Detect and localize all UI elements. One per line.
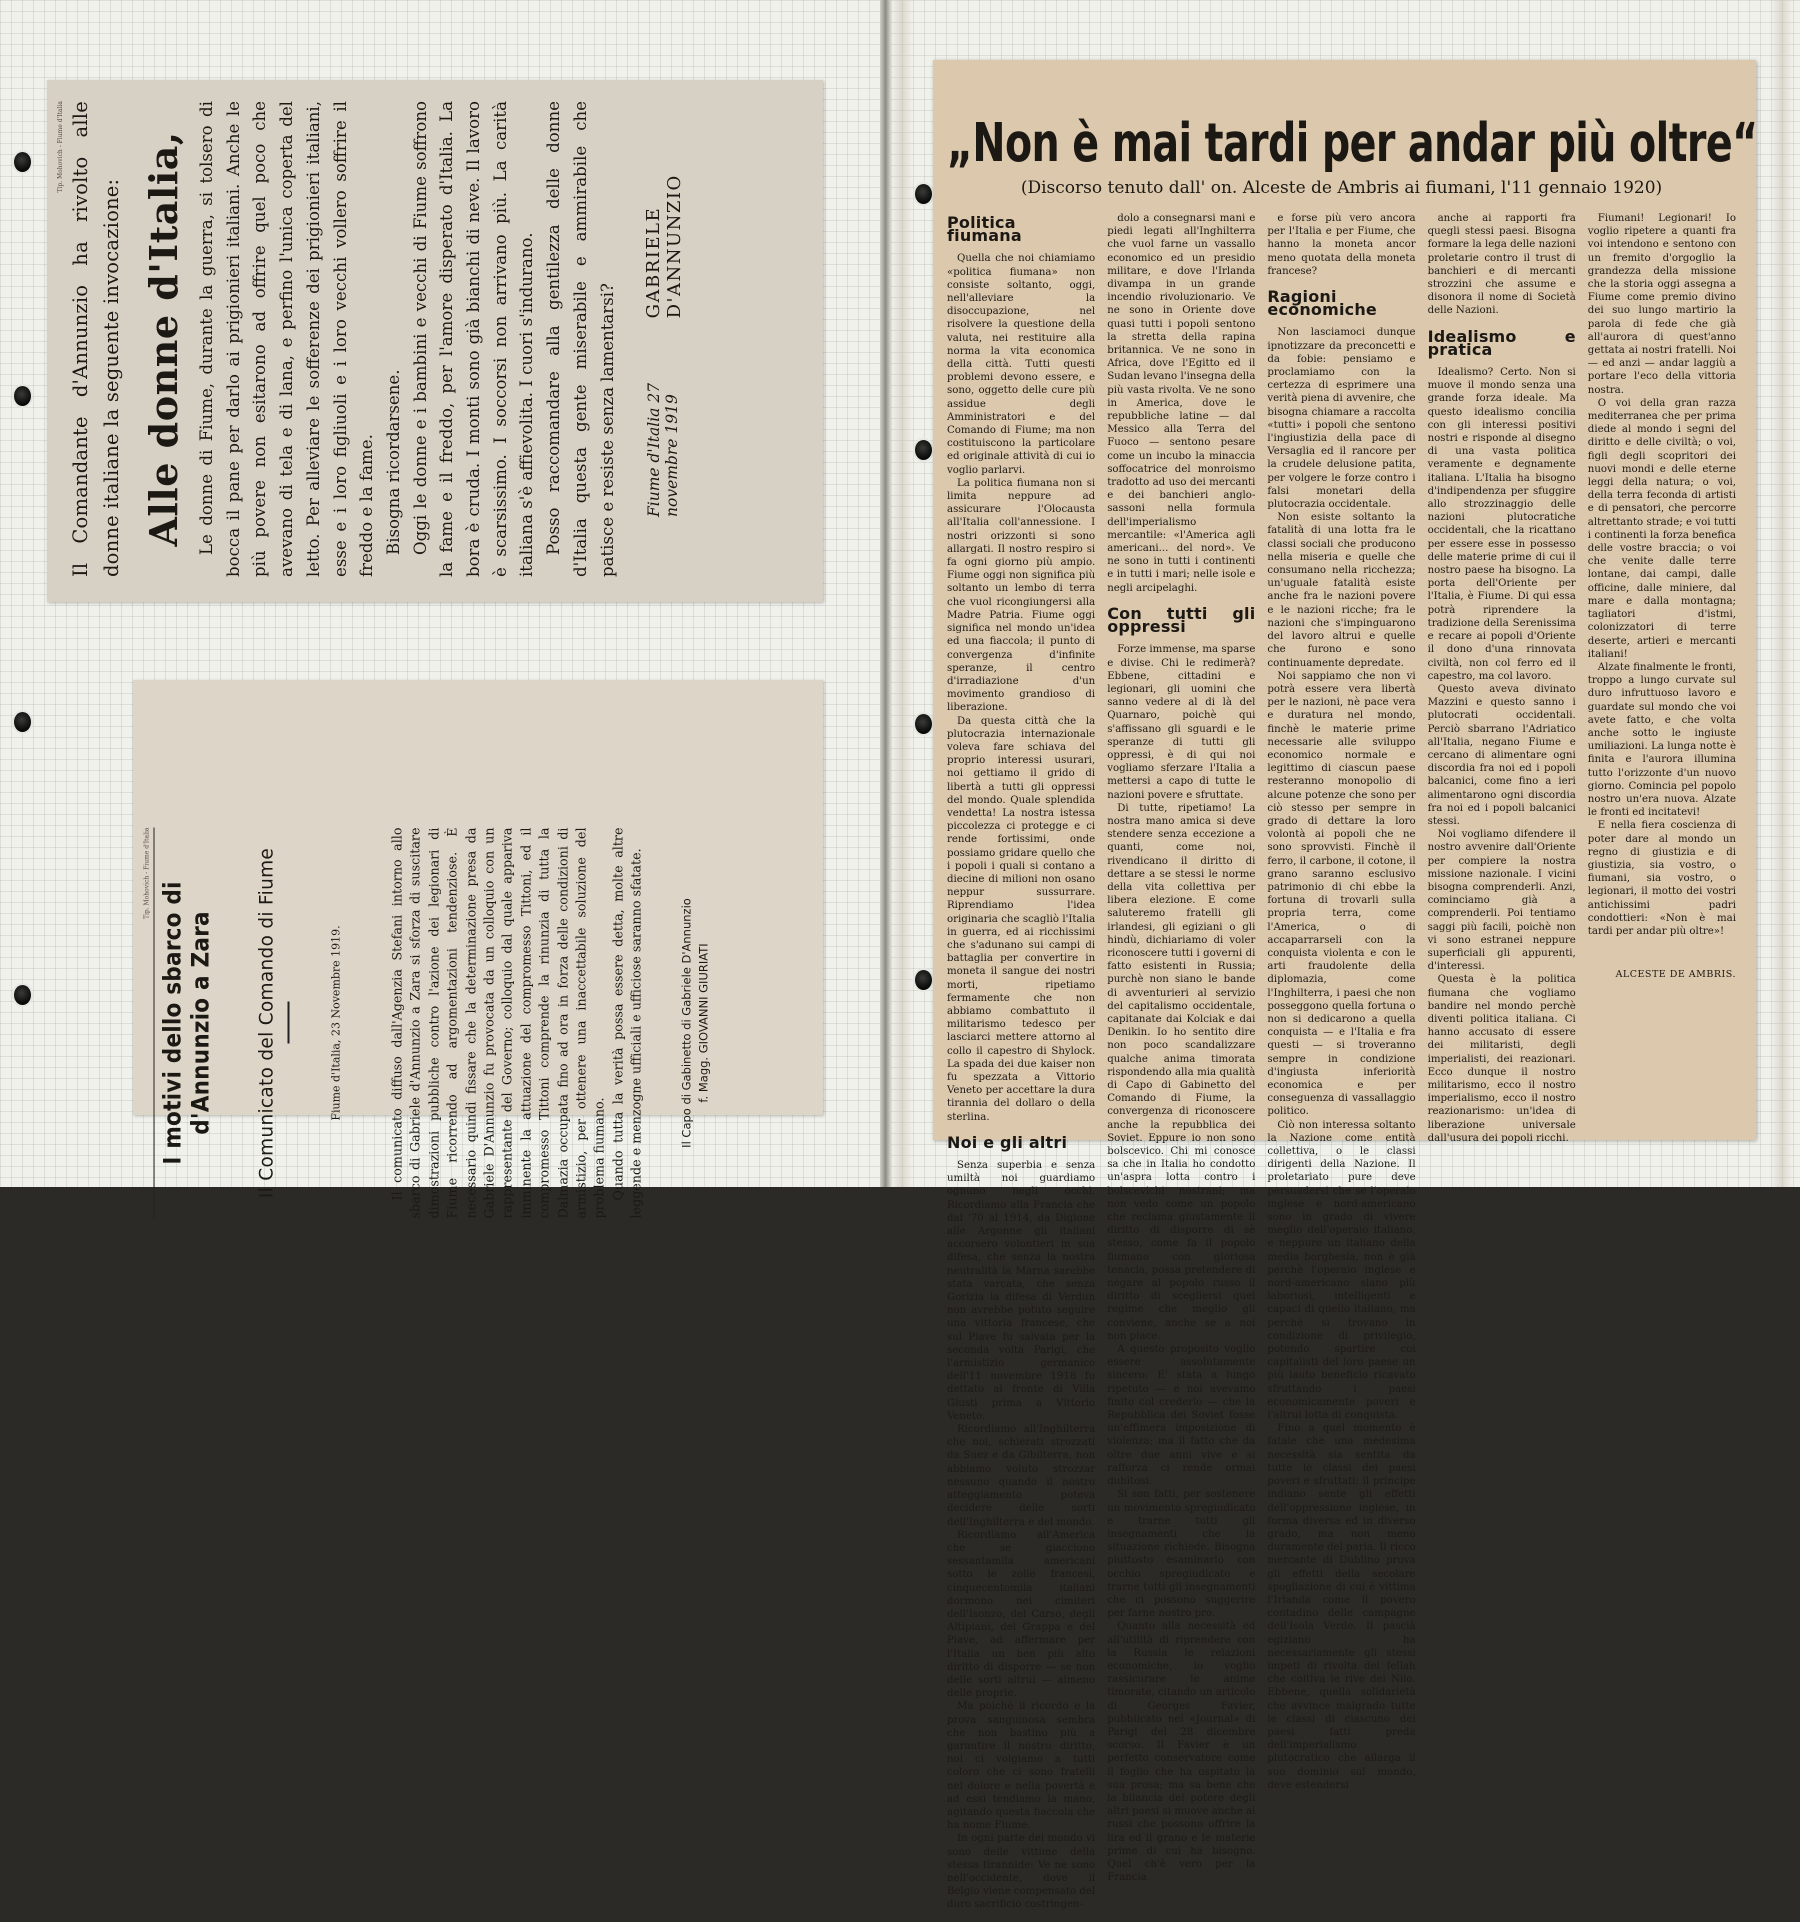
paragraph: Noi vogliamo difendere il nostro avvenire dall'Oriente per compiere la nostra missione nazionale. I vicini bisogna comprenderli. Anzi, cominciamo già a comprenderli. Poi tentiamo saggi più facili, poichè non vi sono estranei neppure superficiali gli appurenti, d'interessi. xyxy=(1427,829,1576,973)
paragraph: Questo aveva divinato Mazzini e questo sanno i plutocrati occidentali. Perciò sbarrano l'Adriatico all'Italia, negano Fiume e cercano di alimentare ogni discordia fra noi ed i popoli balcanici, come fino a ieri alimentarono ogni discordia fra noi ed i popoli balcanici stessi. xyxy=(1427,683,1576,827)
paragraph: Ma poichè il ricordo e la prova sanguinosa sembra che non bastino più a garantire il nostro diritto, noi ci volgiamo a tutti coloro che ci sono fratelli nel dolore e nella povertà e ad essi tendiamo la mano, agitando questa fiaccola che ha nome Fiume. xyxy=(947,1701,1096,1832)
section-title: Politica fiumana xyxy=(947,213,1022,246)
punch-hole xyxy=(915,970,932,990)
paragraph: Oggi le donne e i bambini e vecchi di Fiume soffrono la fame e il freddo, per l'amore disperato d'Italia. La bora è cruda. I monti sono già bianchi di neve. Il lavoro è scarsissimo. I soccorsi non arrivano più. La carità italiana s'è affievolita. I cuori s'indurano. xyxy=(410,101,537,577)
paragraph: La politica fiumana non si limita neppure ad assicurare l'Olocausta all'Italia coll'annessione. I nostri orizzonti si sono allargati. Il nostro respiro si fa ogni giorno più ampio. Fiume oggi non significa più soltanto un lembo di terra che vuol ricongiungersi alla Madre Patria. Fiume oggi significa nel mondo un'idea ed una fiaccola; il punto di convergenza d'infinite speranze, il centro d'irradiazione d'un movimento grandioso di liberazione. xyxy=(947,477,1096,714)
paragraph: Le donne di Fiume, durante la guerra, si tolsero di bocca il pane per darlo ai prigionieri italiani. Anche le più povere non esitarono ad offrire quel poco che avevano di tela e di lana, e perfino l'unica coperta del letto. Per alleviare le sofferenze dei prigionieri italiani, esse e i loro figliuoli e i loro vecchi vollero soffrire il freddo e la fame. xyxy=(197,101,377,577)
leaflet-alle-donne-text xyxy=(55,91,815,591)
paragraph: Quanto alla necessità ed all'utilità di riprendere con la Russia le relazioni economiche, io voglio rassicurare le anime timorate, citando un articolo di Georges Favier, pubblicato nel «Journal» di Parigi del 28 dicembre scorso. Il Favier è un perfetto conservatore come il foglio che ha ospitato la sua prosa; ma sa bene che la bilancia del potere degli altri paesi si muove anche ai russi che possono offrire la lira ed il grano e le materie prime di cui ha bisogno. Quel ch'è vero per la Francia xyxy=(1107,1621,1256,1884)
paragraph: Idealismo? Certo. Non si muove il mondo senza una grande forza ideale. Ma questo idealismo concilia con gli interessi positivi nostri e risponde al disegno di una vasta politica veramente e degnamente italiana. L'Italia ha bisogno d'indipendenza per sfuggire allo strozzinaggio delle nazioni plutocratiche occidentali, che la ricattano per essere esse in possesso delle materie prime di cui il nostro paese ha bisogno. La porta dell'Oriente per l'Italia, è Fiume. Di qui essa potrà riprendere la tradizione della Serenissima e recare ai popoli d'Oriente il dono d'una rinnovata civiltà, non col ferro ed il capestro, ma col lavoro. xyxy=(1427,367,1576,682)
paragraph: Quella che noi chiamiamo «politica fiumana» non consiste soltanto, oggi, nell'alleviare la disoccupazione, nel risolvere la questione della valuta, nei restituire alla norma la vita economica della città. Tutti questi problemi devono essere, e sono, oggetto delle cure più assidue degli Amministratori e del Comando di Fiume; ma non costituiscono la particolare ed originale attività di cui io voglio parlarvi. xyxy=(947,253,1096,476)
paragraph: Il comunicato diffuso dall'Agenzia Stefani intorno allo sbarco di Gabriele d'Annunzio a Zara si sforza di suscitare dimostrazioni pubbliche contro l'azione dei legionari di Fiume ricorrendo ad argomentazioni tendenziose. È necessario quindi fissare che la determinazione presa da Gabriele D'Annunzio fu provocata da un colloquio con un rappresentante del Governo; colloquio dal quale appariva imminente la attuazione del compromesso Tittoni, ed il compromesso Tittoni comprende la rinunzia di tutta la Dalmazia occupata fino ad ora in forza delle condizioni di armistizio, per ottenere una inaccettabile soluzione del problema fiumano. xyxy=(389,827,607,1219)
album-spine xyxy=(880,0,891,1187)
paragraph: dolo a consegnarsi mani e piedi legati all'Inghilterra che vuol farne un vassallo economico ed un presidio militare, e dove l'Irlanda divampa in un grande incendio rivoluzionario. Ve ne sono in Oriente dove quasi tutti i popoli sentono la stretta della rapina britannica. Ve ne sono in Africa, dove l'Egitto ed il Sudan levano l'insegna della più vasta rivolta. Ve ne sono in America, dove le repubbliche latine — dal Messico alla Terra del Fuoco — sentono pesare come un incubo la minaccia soffocatrice del monroismo tradotto ad uso dei mercanti e dei banchieri anglo-sassoni nella formula dell'imperialismo mercantile: «l'America agli americani... del nord». Ve ne sono in tutti i continenti e in tutti i mari; nelle isole e negli arcipelaghi. xyxy=(1107,213,1256,594)
paragraph: Ricordiamo all'America che se giacciono sessantamila americani sotto le zolle francesi, cinquecentomila italiani dormono nei cimiteri dell'Isonzo, del Carso, degli Altipiani, del Grappa e del Piave, ad affermare per l'Italia un ben più alto diritto di disporre — se non delle sorti altrui — almeno delle proprie. xyxy=(947,1529,1096,1700)
left-album-page xyxy=(0,0,880,1219)
printer-mark: Tip. Mohovich - Fiume d'Italia xyxy=(57,101,64,193)
paragraph: Da questa città che la plutocrazia internazionale voleva fare schiava del proprio interessi usurari, noi gettiamo il grido di libertà a tutti gli oppressi del mondo. Quale splendida vendetta! La nostra istessa piccolezza ci protegge e ci rende fortissimi, onde possiamo gridare quello che i popoli i quali si contano a diecine di milioni non osano neppur sussurrare. Riprendiamo l'idea originaria che scagliò l'Italia in guerra, ed ai ricchissimi che s'adunano sui campi di battaglia per convertire in moneta il sangue dei nostri morti, ripetiamo fermamente che non abbiamo combattuto il militarismo tedesco per lasciarci mettere attorno al collo il capestro di Shylock. La spada dei due kaiser non fu spezzata a Vittorio Veneto per accettare la dura tirannia del dollaro o della sterlina. xyxy=(947,715,1096,1123)
paragraph: Fiumani! Legionari! Io voglio ripetere a quanti fra voi intendono e sentono con un fremito d'orgoglio la grandezza della missione che la storia oggi assegna a Fiume come premio divino dei suo lungo martirio la parola di fede che già all'aurora di quest'anno gettata ai nostri fratelli. Noi — ed anzi — andar laggiù a portare l'eco della vittoria nostra. xyxy=(1587,213,1736,396)
article-column xyxy=(1588,212,1736,1912)
paragraph: Non esiste soltanto la fatalità di una lotta fra le classi sociali che producono nella miseria e quelle che consumano nella ricchezza; un'uguale fatalità esiste anche fra le nazioni povere e le nazioni ricche; fra le nazioni che s'impinguarono del lavoro altrui e quelle che furono e sono continuamente depredate. xyxy=(1267,512,1416,669)
printer-mark: Tip. Mohovich - Fiume d'Italia xyxy=(143,827,151,920)
punch-hole xyxy=(915,440,932,460)
paragraph: A questo proposito voglio essere assolutamente sincero: E' stata a lungo ripetuto — e noi avevamo finito col crederlo — che la Repubblica dei Soviet fosse un'effimera imposizione di violenza; ma il fatto che da oltre due anni vive e si rafforza ci rende ormai dubitosi. xyxy=(1107,1344,1256,1488)
paragraph: Non lasciamoci dunque ipnotizzare da preconcetti e da fobie: pensiamo e proclamiamo con la certezza di esprimere una verità piena di avvenire, che bisogna chiamare a raccolta «tutti» i popoli che sentono l'ingiustizia della pace di Versaglia ed il rancore per la crudele delusione patita, per volgere le forze contro i falsi monetari della plutocrazia occidentale. xyxy=(1267,327,1416,511)
section-title: Ragioni economiche xyxy=(1267,287,1377,320)
article-column xyxy=(1267,212,1415,1912)
section-title: Noi e gli altri xyxy=(947,1132,1068,1152)
punch-hole xyxy=(14,152,31,172)
paragraph: Posso raccomandare alla gentilezza delle donne d'Italia questa gente miserabile e ammirabile che patisce e resiste senza lamentarsi? xyxy=(544,101,617,577)
paragraph: Fino a quel momento è fatale che una medesima necessità sia sentita da tutte le classi dei paesi poveri e sfruttati: il principe indiano sente gli effetti dell'oppressione inglese, in forma diversa ed in diverso grado, ma non meno duramente del paria. Il ricco mercante di Dublino prova gli effetti della secolare spogliazione di cui è vittima l'Irlanda come il povero contadino delle campagne dell'Isola Verde. Il pascià egiziano ha necessariamente gli stessi impeti di rivolta del fellah che coltiva le rive del Nilo. Ebbene, quella solidarietà che avvince malgrado tutte le classi di ciascuno dei paesi fatti preda dell'imperialismo plutocratico che allarga il suo dominio sul mondo, deve estendersi xyxy=(1267,1423,1416,1791)
divider xyxy=(288,1002,290,1044)
leaflet-intro: Il Comandante d'Annunzio ha rivolto alle donne italiane la seguente invocazione: xyxy=(69,101,123,577)
paragraph: e forse più vero ancora per l'Italia e per Fiume, che hanno la moneta ancor meno quotata della moneta francese? xyxy=(1267,213,1416,277)
article-columns xyxy=(947,212,1736,1912)
leaflet-sbarco-zara xyxy=(133,680,823,1219)
article xyxy=(933,60,1756,1922)
leaflet-dateline: Fiume d'Italia, 23 Novembre 1919. xyxy=(329,925,343,1121)
paragraph: Si son fatti, per sostenere un movimento spregiudicato e trarne tutti gli insegnamenti che la situazione richiede. Bisogna piuttosto esaminarlo con occhio spregiudicato e trarne tutti gli insegnamenti che ci possono suggerire per farne nostro pro. xyxy=(1107,1489,1256,1620)
paragraph: anche ai rapporti fra quegli stessi paesi. Bisogna formare la lega delle nazioni proletarie contro il trust di banchieri e di mercanti strozzini che assume e disonora il nome di Società delle Nazioni. xyxy=(1427,213,1576,317)
paragraph: Ricordiamo all'Inghilterra che noi, schierati strozzati da Suez e da Gibilterra, non abbiamo voluto strozzar nessuno quando il nostro atteggiamento poteva decidere delle sorti dell'Inghilterra e del mondo. xyxy=(947,1424,1096,1528)
article-headline: „Non è mai tardi per andar più oltre“ xyxy=(947,112,1758,175)
section-title: Idealismo e pratica xyxy=(1427,326,1576,359)
punch-hole xyxy=(14,712,31,732)
leaflet-body xyxy=(194,101,621,577)
sleeve-edge xyxy=(891,0,913,1187)
punch-hole xyxy=(14,985,31,1005)
article-subtitle: (Discorso tenuto dall' on. Alceste de Ambris ai fiumani, l'11 gennaio 1920) xyxy=(1020,178,1663,198)
paragraph: Senza superbia e senza umiltà noi guardiamo ognuno negli occhi. Ricordiamo alla Francia che dal '70 al 1914, da Digione alle Argonne gli italiani accorsero volontieri in sua difesa, che senza la nostra neutralità la Marna sarebbe stata varcata, che senza Gorizia la difesa di Verdun non avrebbe potuto seguire una vittoria francese, che sul Piave fu salvata per la seconda volta Parigi, che l'armistizio germanico dell'11 novembre 1918 fu dettato al fronte di Villa Giusti prima a Vittorio Veneto. xyxy=(947,1160,1096,1422)
leaflet-alle-donne xyxy=(47,80,823,602)
leaflet-body xyxy=(389,828,647,1219)
article-column xyxy=(947,212,1095,1912)
paragraph: Quando tutta la verità possa essere detta, molte altre leggende e menzogne ufficiali e ufficiose saranno sfatate. xyxy=(610,827,644,1219)
leaflet-sbarco-zara-text xyxy=(144,816,812,1231)
paragraph: O voi della gran razza mediterranea che per prima diede al mondo i segni del diritto e delle civiltà; o voi, figli degli scopritori dei nuovi mondi e delle eterne leggi della natura; o voi, della terra feconda di artisti e di pensatori, che percorre altrettanto strade; e voi tutti i continenti la forza benefica delle vostre braccia; o voi che venite dalle terre lontane, dai campi, dalle officine, dalle miniere, dal mare e dalla montagna; tagliatori d'istmi, colonizzatori di terre deserte, artieri e mercanti italiani! xyxy=(1587,397,1736,660)
leaflet-title: Alle donne d'Italia, xyxy=(141,131,186,547)
paragraph: Alzate finalmente le fronti, troppo a lungo curvate sul duro infruttuoso lavoro e guardate sul mondo che voi avete fatto, e che volta anche sotto le ingiuste umiliazioni. La lunga notte è finita e l'aurora illumina tutto l'orizzonte d'un nuovo giorno. Comincia pel popolo nostro un'era nuova. Alzate le fronti ed incitatevi! xyxy=(1587,661,1736,819)
punch-hole xyxy=(915,184,932,204)
leaflet-signature-row xyxy=(643,101,685,577)
paragraph: Bisogna ricordarsene. xyxy=(383,369,403,555)
paragraph: Di tutte, ripetiamo! La nostra mano amica si deve stendere senza eccezione a quanti, come noi, rivendicano il diritto di dettare a se stessi le norme della vita collettiva per libera elezione. E come saluteremo fratelli gli irlandesi, gli egiziani o gli hindù, dichiariamo di voler riconoscere tutti i governi di fatto esistenti in Russia; purchè non siano le bande di avventurieri al servizio del capitalismo occidentale, capitanate dai Kolciak e dai Denikin. Io ho sentito dire non poco scandalizzare qualche anima timorata rispondendo alla mia qualità di Capo di Gabinetto del Comando di Fiume, la convergenza di riconoscere anche la repubblica dei Soviet. Eppure io non sono bolscevico. Chi mi conosce sa che in Italia ho condotto un'aspra lotta contro i bolscevichi nostrani; ma non vedo come un popolo che reclama giustamente il diritto di disporre di sè stesso, come fa il popolo fiumano con gloriosa tenacia, possa pretendere di negare al popolo russo il diritto di scegliersi quel regime che meglio gli conviene, anche se a noi non piace. xyxy=(1107,802,1256,1342)
section-title: Con tutti gli oppressi xyxy=(1107,603,1256,637)
right-album-page xyxy=(891,0,1800,1911)
paragraph: Questa è la politica fiumana che vogliamo bandire nel mondo perchè diventi politica italiana. Ci hanno accusato di essere dei militaristi, degli imperialisti, dei reazionari. Ecco dunque il nostro militarismo, ecco il nostro imperialismo, ecco il nostro reazionarismo: un'idea di liberazione universale dall'usura dei popoli ricchi. xyxy=(1427,974,1576,1144)
leaflet-signature xyxy=(678,828,712,1219)
paragraph: Forze immense, ma sparse e divise. Chi le redimerà? Ebbene, cittadini e legionari, gli uomini che sanno vedere al di là del Quarnaro, poichè qui s'affissano gli sguardi e le speranze di tutti gli oppressi, è di qui noi vogliamo sferzare l'Italia a mettersi a capo di tutte le nazioni povere e sfruttate. xyxy=(1107,644,1256,801)
punch-hole xyxy=(14,386,31,406)
paragraph: In ogni parte del mondo vi sono delle vittime della stessa tirannide: Ve ne sono nell'occidente, dove il Belgio viene compensato del duro sacrificio costringen- xyxy=(947,1833,1096,1911)
paragraph: E nella fiera coscienza di poter dare al mondo un regno di giustizia e di giustizia, sia vostro, o fiumani, sia vostro, o legionari, il motto dei vostri antichissimi padri condottieri: «Non è mai tardi per andar più oltre»! xyxy=(1587,820,1736,937)
leaflet-date: Fiume d'Italia 27 novembre 1919 xyxy=(645,382,682,517)
sleeve-edge xyxy=(1771,0,1793,1187)
punch-hole xyxy=(915,714,932,734)
signature-line: f. Magg. GIOVANNI GIURIATI xyxy=(696,943,711,1103)
signature-line: Il Capo di Gabinetto di Gabriele D'Annunzio xyxy=(679,898,694,1148)
newspaper-clipping xyxy=(933,60,1758,1911)
paragraph: Ciò non interessa soltanto la Nazione come entità collettiva, o le classi dirigenti della Nazione. Il proletariato pure deve persuadersi che se l'operaio inglese e nord-americano sono in grado di vivere meglio dell'operaio italiano, e neppure un italiano della media borghesia, non è già perchè l'operaio inglese e nord-americano siano più laboriosi, intelligenti e capaci di quello italiano, ma perchè si trovano in condizione di privilegio, potendo spartire coi capitalisti del loro paese un più lauto beneficio ricavato sfruttando i paesi economicamente poveri e l'altrui lotta di conquista. xyxy=(1267,1119,1416,1422)
leaflet-title: I motivi dello sbarco di d'Annunzio a Zara xyxy=(154,828,215,1219)
article-column xyxy=(1107,212,1255,1912)
paragraph: Noi sappiamo che non vi potrà essere vera libertà per le nazioni, nè pace vera e duratura nel mondo, finchè le materie prime necessarie alle sviluppo economico normale e legittimo di ciascun paese resteranno monopolio di alcune potenze che sono per ciò stesso per sempre in grado di dettare la loro volontà ai popoli che ne sono sprovvisti. Finchè il ferro, il carbone, il cotone, il grano saranno esclusivo patrimonio di chi ebbe la fortuna di trovarli sulla propria terra, come l'America, o di accaparrarseli con la conquista violenta e con le arti fraudolente della diplomazia, come l'Inghilterra, i paesi che non posseggono quella fortuna o non si dedicarono a quella conquista — e l'Italia e fra questi — si troveranno sempre in condizione d'ingiusta inferiorità economica e per conseguenza di vassallaggio politico. xyxy=(1267,670,1416,1118)
leaflet-signature: GABRIELE D'ANNUNZIO xyxy=(643,174,686,319)
leaflet-subtitle: Il Comunicato del Comando di Fiume xyxy=(256,847,278,1199)
article-signature: ALCESTE DE AMBRIS. xyxy=(1615,969,1736,981)
article-column xyxy=(1428,212,1576,1912)
